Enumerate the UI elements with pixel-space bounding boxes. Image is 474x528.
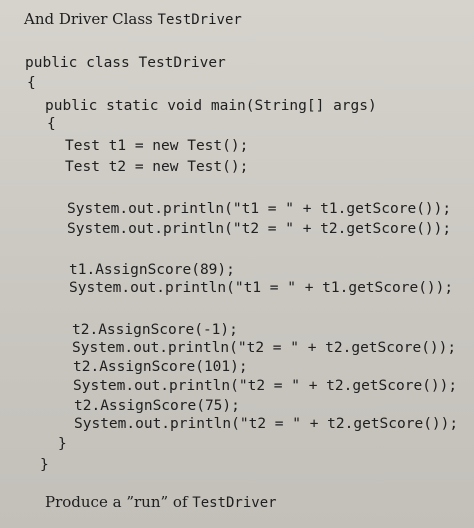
heading-class-name: TestDriver xyxy=(157,12,242,28)
code-line: } xyxy=(58,436,67,452)
code-line: System.out.println("t2 = " + t2.getScore()); xyxy=(72,340,457,356)
code-line: { xyxy=(27,75,36,91)
code-line: } xyxy=(40,457,49,473)
code-line: Test t1 = new Test(); xyxy=(65,138,249,154)
instruction-text xyxy=(45,495,277,510)
code-line: { xyxy=(47,116,56,132)
code-line: System.out.println("t1 = " + t1.getScore()); xyxy=(69,280,454,296)
code-line: t2.AssignScore(101); xyxy=(73,359,248,375)
code-line: t2.AssignScore(75); xyxy=(74,398,240,414)
code-line: Test t2 = new Test(); xyxy=(65,159,249,175)
instruction-prose: Produce a ”run” of xyxy=(45,493,193,511)
code-line: System.out.println("t1 = " + t1.getScore()); xyxy=(67,201,452,217)
code-line: public class TestDriver xyxy=(25,55,226,71)
code-line: t1.AssignScore(89); xyxy=(69,262,235,278)
code-line: System.out.println("t2 = " + t2.getScore()); xyxy=(73,378,458,394)
code-line: t2.AssignScore(-1); xyxy=(72,322,238,338)
code-line: System.out.println("t2 = " + t2.getScore()); xyxy=(67,221,452,237)
instruction-class-name: TestDriver xyxy=(192,495,277,511)
heading-text: And Driver Class xyxy=(24,10,158,28)
code-line: public static void main(String[] args) xyxy=(45,98,377,114)
code-line: System.out.println("t2 = " + t2.getScore()); xyxy=(74,416,459,432)
